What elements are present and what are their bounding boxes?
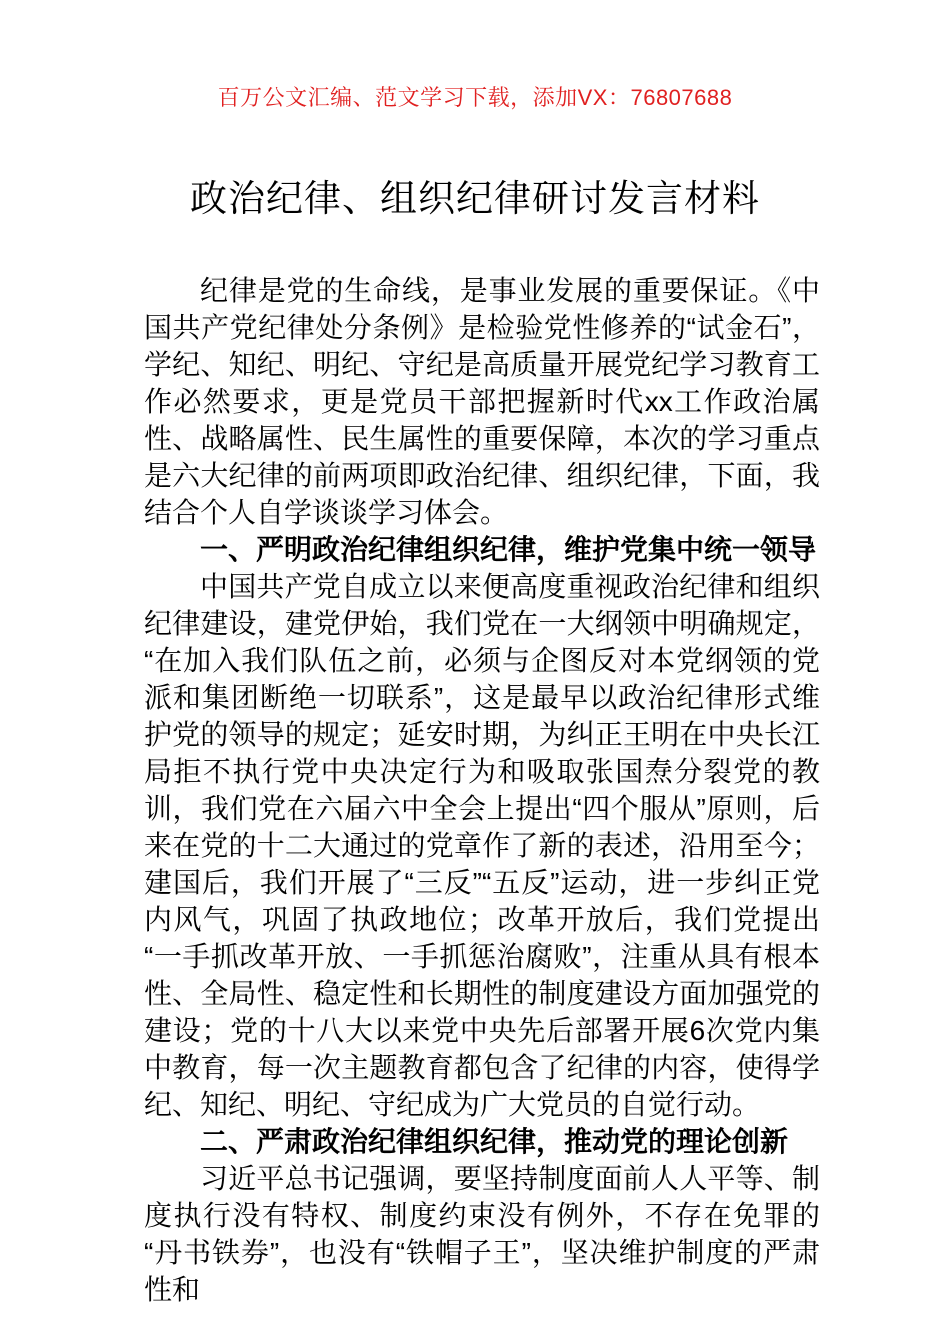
watermark-banner: 百万公文汇编、范文学习下载，添加VX：76807688	[217, 85, 733, 110]
body-paragraph: 习近平总书记强调，要坚持制度面前人人平等、制度执行没有特权、制度约束没有例外，不存在免罪的“丹书铁券”，也没有“铁帽子王”，坚决维护制度的严肃性和	[144, 1163, 820, 1305]
body-paragraph: 纪律是党的生命线，是事业发展的重要保证。《中国共产党纪律处分条例》是检验党性修养的“试金石”，学纪、知纪、明纪、守纪是高质量开展党纪学习教育工作必然要求，更是党员干部把握新时代xx工作政治属性、战略属性、民生属性的重要保障，本次的学习重点是六大纪律的前两项即政治纪律、组织纪律，下面，我结合个人自学谈谈学习体会。	[144, 275, 820, 528]
section-heading: 二、严肃政治纪律组织纪律，推动党的理论创新	[200, 1126, 789, 1157]
document-body	[144, 272, 820, 1308]
body-paragraph: 中国共产党自成立以来便高度重视政治纪律和组织纪律建设，建党伊始，我们党在一大纲领中明确规定，“在加入我们队伍之前，必须与企图反对本党纲领的党派和集团断绝一切联系”，这是最早以政治纪律形式维护党的领导的规定；延安时期，为纠正王明在中央长江局拒不执行党中央决定行为和吸取张国焘分裂党的教训，我们党在六届六中全会上提出“四个服从”原则，后来在党的十二大通过的党章作了新的表述，沿用至今；建国后，我们开展了“三反”“五反”运动，进一步纠正党内风气，巩固了执政地位；改革开放后，我们党提出“一手抓改革开放、一手抓惩治腐败”，注重从具有根本性、全局性、稳定性和长期性的制度建设方面加强党的建设；党的十八大以来党中央先后部署开展6次党内集中教育，每一次主题教育都包含了纪律的内容，使得学纪、知纪、明纪、守纪成为广大党员的自觉行动。	[144, 571, 820, 1120]
document-title: 政治纪律、组织纪律研讨发言材料	[190, 178, 760, 219]
section-heading: 一、严明政治纪律组织纪律，维护党集中统一领导	[200, 534, 817, 565]
